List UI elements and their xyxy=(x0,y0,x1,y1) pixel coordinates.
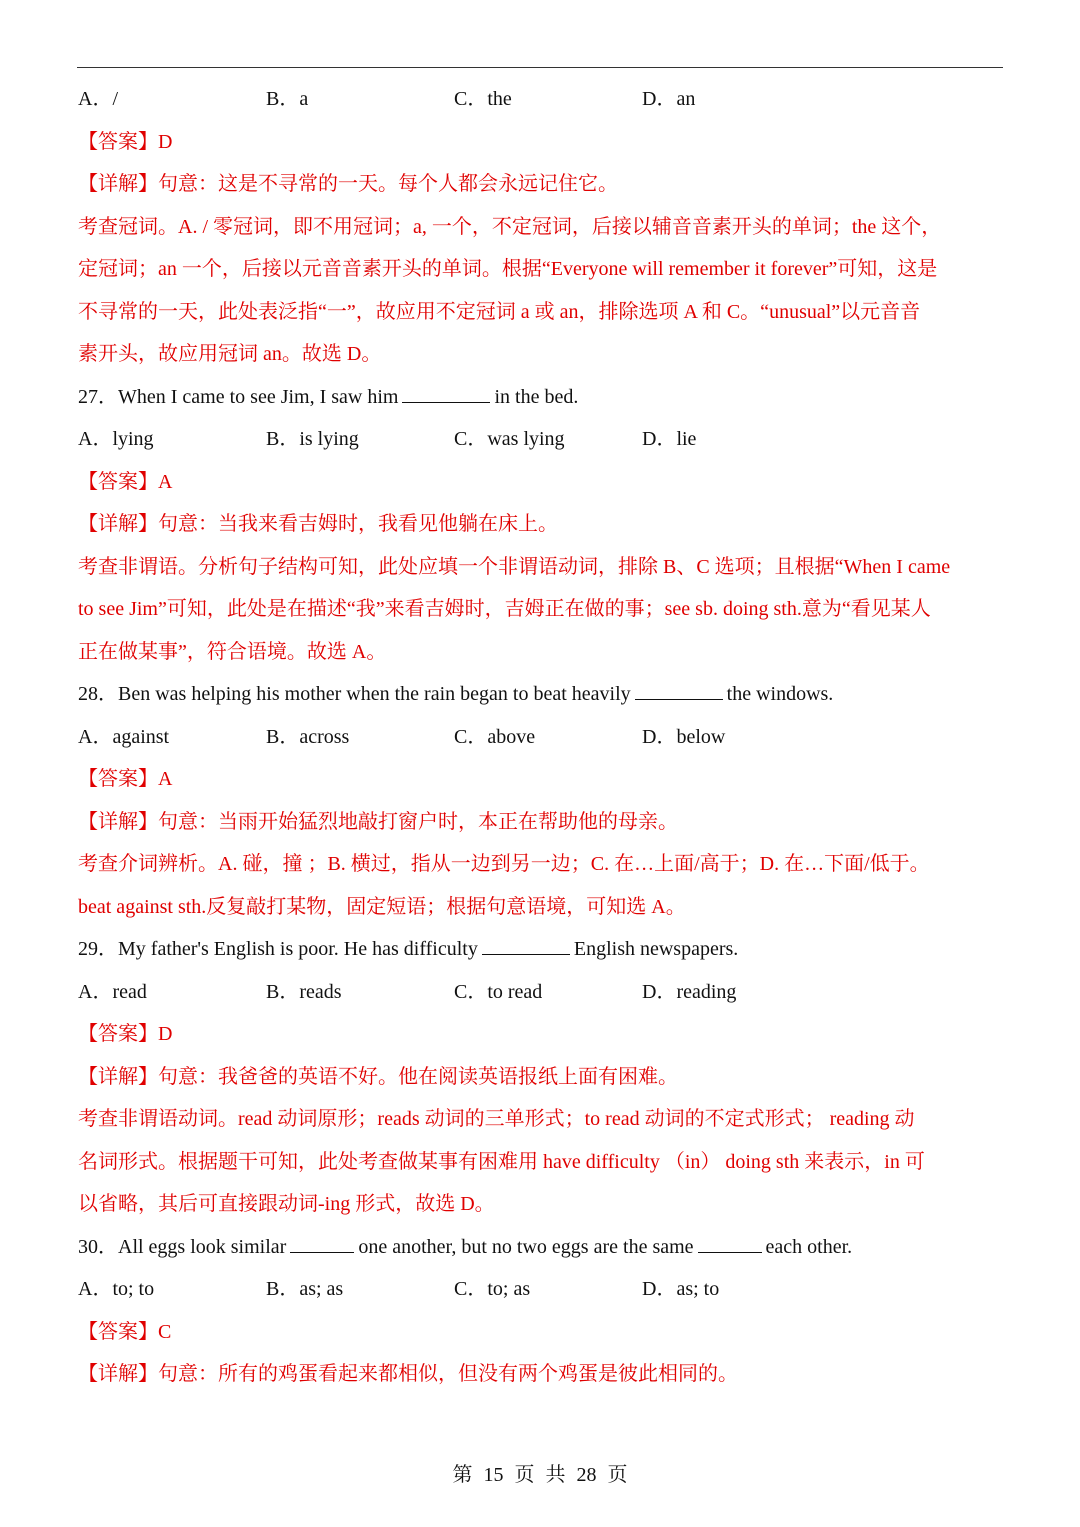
q27-option-c: C．was lying xyxy=(454,428,565,450)
q26-analysis-line: 素开头，故应用冠词 an。故选 D。 xyxy=(78,343,382,365)
q26-option-b: B．a xyxy=(266,88,309,110)
q27-analysis-line: 考查非谓语。分析句子结构可知，此处应填一个非谓语动词，排除 B、C 选项；且根据“When I came xyxy=(78,555,951,578)
q27-analysis-line: to see Jim”可知，此处是在描述“我”来看吉姆时，吉姆正在做的事；see sb. doing sth.意为“看见某人 xyxy=(78,598,931,620)
q29-option-b: B．reads xyxy=(266,980,342,1003)
q26-explain: 【详解】句意：这是不寻常的一天。每个人都会永远记住它。 xyxy=(78,173,618,195)
q26-analysis-line: 不寻常的一天，此处表泛指“一”，故应用不定冠词 a 或 an，排除选项 A 和 C。“unusual”以元音音 xyxy=(78,300,921,323)
q27-explain: 【详解】句意：当我来看吉姆时，我看见他躺在床上。 xyxy=(78,513,558,535)
q30-answer: 【答案】C xyxy=(78,1320,172,1343)
q29-options xyxy=(78,971,1004,1014)
q29-analysis-line: 考查非谓语动词。read 动词原形；reads 动词的三单形式；to read 动词的不定式形式； reading 动 xyxy=(78,1108,915,1130)
q28-stem-part2: the windows. xyxy=(726,683,834,705)
q30-blank-1 xyxy=(290,1234,354,1253)
q27-option-d: D．lie xyxy=(642,428,697,450)
q27-blank xyxy=(402,384,490,403)
page-number: 第 15 页 共 28 页 xyxy=(452,1464,628,1486)
q30-blank-2 xyxy=(698,1234,762,1253)
q28-analysis-line: beat against sth.反复敲打某物，固定短语；根据句意语境，可知选 A。 xyxy=(78,895,686,918)
q26-analysis-line: 定冠词；an 一个，后接以元音音素开头的单词。根据“Everyone will remember it forever”可知，这是 xyxy=(78,258,938,280)
q30-stem xyxy=(78,1226,1004,1269)
q28-explain: 【详解】句意：当雨开始猛烈地敲打窗户时，本正在帮助他的母亲。 xyxy=(78,810,678,833)
q26-option-c: C．the xyxy=(454,88,512,110)
q28-options xyxy=(78,716,1004,759)
q29-blank xyxy=(482,936,570,955)
page-content xyxy=(78,78,1004,1396)
q27-options xyxy=(78,418,1004,461)
q27-answer: 【答案】A xyxy=(78,470,173,493)
q30-options xyxy=(78,1268,1004,1311)
q26-analysis-line: 考查冠词。A. / 零冠词，即不用冠词；a, 一个，不定冠词，后接以辅音音素开头的单词；the 这个， xyxy=(78,215,942,238)
q29-explain: 【详解】句意：我爸爸的英语不好。他在阅读英语报纸上面有困难。 xyxy=(78,1065,678,1088)
q29-option-a: A．read xyxy=(78,980,147,1003)
q28-option-c: C．above xyxy=(454,725,536,748)
q30-option-d: D．as; to xyxy=(642,1278,720,1300)
q27-stem xyxy=(78,376,1004,419)
q28-stem xyxy=(78,673,1004,716)
q28-option-b: B．across xyxy=(266,725,350,748)
q29-option-d: D．reading xyxy=(642,980,737,1003)
q27-stem-part2: in the bed. xyxy=(494,385,579,408)
q28-blank xyxy=(635,681,723,700)
q28-option-a: A．against xyxy=(78,725,170,748)
header-rule xyxy=(77,67,1003,68)
q28-option-d: D．below xyxy=(642,725,726,748)
q28-analysis-line: 考查介词辨析。A. 碰，撞 ；B. 横过，指从一边到另一边；C. 在…上面/高于；D. 在…下面/低于。 xyxy=(78,853,930,875)
q29-stem xyxy=(78,928,1004,971)
q30-stem-part3: each other. xyxy=(765,1235,853,1258)
q29-stem-part2: English newspapers. xyxy=(573,938,739,960)
q26-options xyxy=(78,78,1004,121)
q29-analysis-line: 名词形式。根据题干可知，此处考查做某事有困难用 have difficulty （in） doing sth 来表示，in 可 xyxy=(78,1150,925,1173)
q26-answer: 【答案】D xyxy=(78,130,173,153)
q30-option-a: A．to; to xyxy=(78,1278,155,1300)
q29-answer: 【答案】D xyxy=(78,1023,173,1045)
q28-stem-part1: 28．Ben was helping his mother when the rain began to beat heavily xyxy=(78,683,631,705)
q26-option-d: D．an xyxy=(642,88,696,110)
q30-explain: 【详解】句意：所有的鸡蛋看起来都相似，但没有两个鸡蛋是彼此相同的。 xyxy=(78,1363,738,1385)
q30-option-b: B．as; as xyxy=(266,1278,344,1300)
q29-analysis-line: 以省略，其后可直接跟动词-ing 形式，故选 D。 xyxy=(78,1193,495,1215)
q27-analysis-line: 正在做某事”，符合语境。故选 A。 xyxy=(78,640,387,663)
q29-stem-part1: 29．My father's English is poor. He has difficulty xyxy=(78,938,478,960)
q27-option-b: B．is lying xyxy=(266,428,359,450)
q30-option-c: C．to; as xyxy=(454,1278,531,1300)
q28-answer: 【答案】A xyxy=(78,768,173,790)
q27-stem-part1: 27．When I came to see Jim, I saw him xyxy=(78,385,399,408)
q30-stem-part1: 30．All eggs look similar xyxy=(78,1235,287,1258)
q26-option-a: A．/ xyxy=(78,88,118,110)
q27-option-a: A．lying xyxy=(78,428,154,450)
q29-option-c: C．to read xyxy=(454,980,543,1003)
q30-stem-part2: one another, but no two eggs are the same xyxy=(358,1235,694,1258)
